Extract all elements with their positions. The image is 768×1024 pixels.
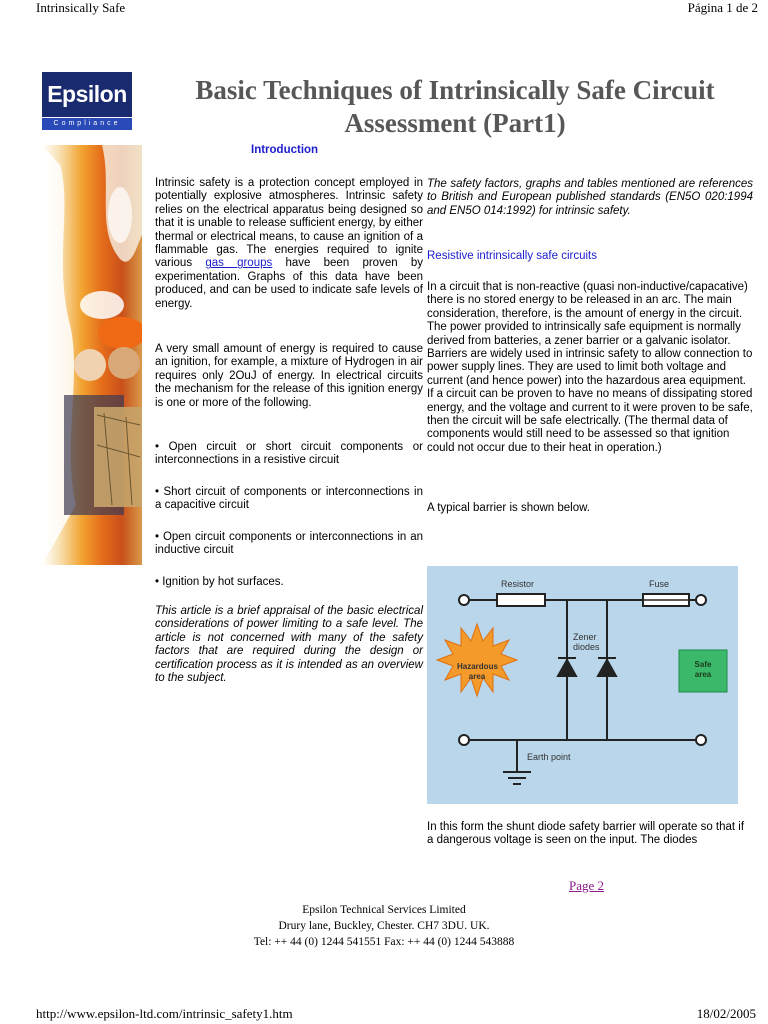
ignition-energy-paragraph: A very small amount of energy is required to cause an ignition, for example, a mixture of Hydrogen in air requires only 2OuJ of energy. In electrical circuits the mechanism for the release of this ignition energy is one or more of the following. (155, 343, 423, 409)
appraisal-paragraph: This article is a brief appraisal of the basic electrical considerations of power limiting to a safe level. The article is not concerned with many of the safety factors that are required during the design or certification process as it is intended as an overview to the subject. (155, 605, 423, 685)
bullet-hot-surfaces: • Ignition by hot surfaces. (155, 576, 284, 588)
earth-point-label: Earth point (527, 752, 571, 762)
safe-area-label (679, 660, 727, 680)
hazardous-label-line1: Hazardous (457, 662, 498, 671)
intro-text-start: Intrinsic safety is a protection concept employed in potentially explosive atmospheres. Intrinsic safety relies on the electrical apparatus being designed so that it is unable to release sufficient energy, by either thermal or electrical means, to cause an ignition of a flammable gas. The energies required to ignite various (155, 177, 423, 270)
page-2-link[interactable]: Page 2 (569, 878, 605, 893)
safe-label-line1: Safe (694, 660, 712, 669)
bullet-resistive: • Open circuit or short circuit components or interconnections in a resistive circuit (155, 441, 423, 467)
hazardous-label-line2: area (468, 672, 486, 681)
shunt-diode-paragraph: In this form the shunt diode safety barrier will operate so that if a dangerous voltage is seen on the input. The diodes (427, 821, 745, 847)
standards-paragraph: The safety factors, graphs and tables mentioned are references to British and European published standards (EN5O 020:1994 and EN5O 014:1992) for intrinsic safety. (427, 178, 753, 217)
safe-label-line2: area (694, 670, 712, 679)
company-street: Drury lane, Buckley, Chester. CH7 3DU. UK. (278, 920, 490, 932)
resistor-label: Resistor (501, 579, 535, 589)
intro-text-end: have been proven by experimentation. Graphs of this data have been produced, and can be used to indicate safe levels of energy. (155, 257, 423, 310)
print-header-title: Intrinsically Safe (36, 0, 126, 15)
zener-diodes-label (573, 632, 600, 652)
decorative-photo-strip (42, 145, 142, 565)
intro-paragraph (155, 177, 423, 311)
fuse-label: Fuse (649, 579, 670, 589)
zener-label-line2: diodes (573, 642, 600, 652)
barrier-circuit-diagram (427, 566, 738, 804)
page-title: Basic Techniques of Intrinsically Safe Circuit Assessment (Part1) (195, 75, 715, 138)
logo-name: Epsilon (42, 72, 132, 117)
print-footer-date: 18/02/2005 (696, 1006, 756, 1021)
epsilon-logo (42, 72, 132, 130)
company-name: Epsilon Technical Services Limited (302, 904, 466, 916)
print-header-page: Página 1 de 2 (687, 0, 758, 15)
zener-label-line1: Zener (573, 632, 597, 642)
company-address (0, 902, 768, 950)
print-footer-url: http://www.epsilon-ltd.com/intrinsic_safety1.htm (36, 1006, 293, 1021)
logo-sub: Compliance (42, 118, 132, 130)
bullet-capacitive: • Short circuit of components or interconnections in a capacitive circuit (155, 486, 423, 512)
hazardous-area-label (457, 662, 497, 682)
bullet-inductive: • Open circuit components or interconnections in an inductive circuit (155, 531, 423, 557)
resistive-paragraph: In a circuit that is non-reactive (quasi non-inductive/capacative) there is no stored energy to be released in an arc. The main consideration, therefore, is the amount of energy in the circuit. The power provided to intrinsically safe equipment is normally derived from batteries, a zener barrier or a galvanic isolator. Barriers are widely used in intrinsic safety to allow connection to power supply lines. They are used to limit both voltage and current (and hence power) into the hazardous area equipment. If a circuit can be proven to have no means of dissipating stored energy, and the voltage and current to it were proven to be safe, then the circuit will be safe electrically. (The thermal data of components would still need to be assessed so that ignition could not occur due to their heat in operation.) (427, 281, 753, 454)
gas-groups-link[interactable]: gas groups (205, 257, 273, 270)
introduction-heading: Introduction (251, 144, 319, 156)
typical-barrier-text: A typical barrier is shown below. (427, 502, 590, 514)
company-phone-fax: Tel: ++ 44 (0) 1244 541551 Fax: ++ 44 (0) 1244 543888 (253, 936, 515, 948)
resistive-subheading: Resistive intrinsically safe circuits (427, 250, 597, 262)
